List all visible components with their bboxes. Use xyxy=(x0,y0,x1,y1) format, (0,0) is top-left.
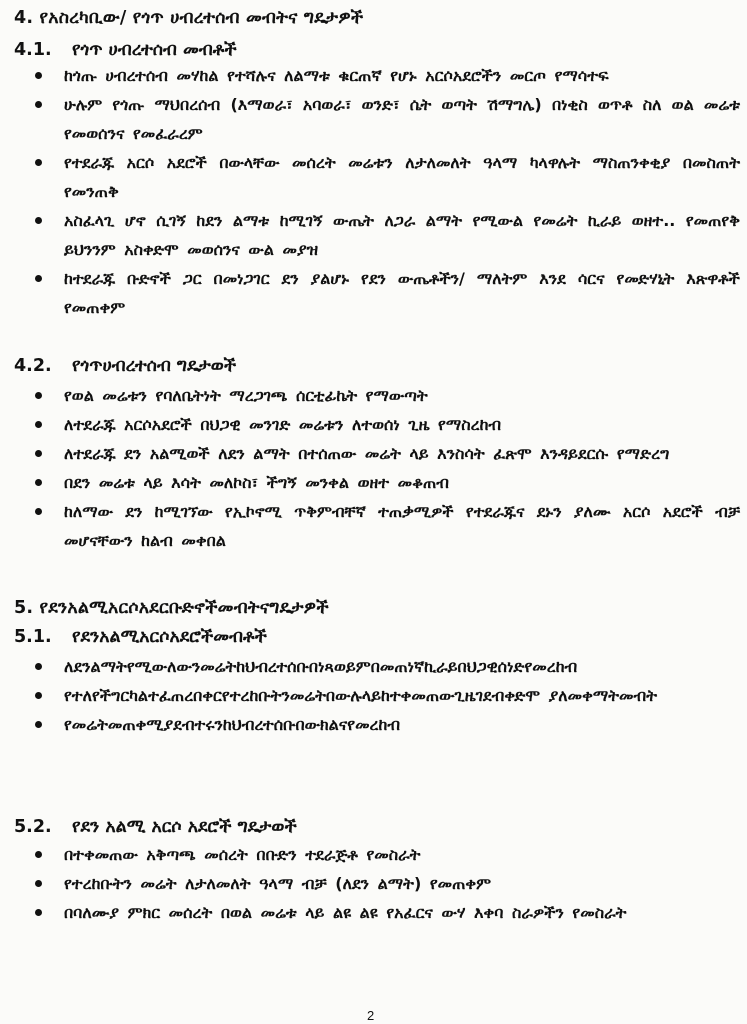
bullet-icon xyxy=(35,880,42,887)
bullet-icon xyxy=(35,692,42,699)
list-item xyxy=(28,898,740,927)
list-item-text: ለደንልማትየሚውለውንመሬትከህብረተሰቡበነጻወይምበመጠነኛኪራይበህጋዊሰነድየመረከብ xyxy=(64,657,578,676)
list-item xyxy=(28,61,740,90)
bullet-icon xyxy=(35,851,42,858)
list-item-text: ከጎጡ ሀብረተሰብ መሃከል የተሻሉና ለልማቱ ቁርጠኛ የሆኑ አርሶአደሮችን መርጦ የማሳተፍ xyxy=(64,66,609,85)
bullet-icon xyxy=(35,275,42,282)
list-item-text: ሁሉም የጎጡ ማህበረሰብ (እማወራ፣ አባወራ፣ ወንድ፣ ሴት ወጣት ሽማግሌ) በነቂስ ወጥቶ ስለ ወል መሬቱ የመወሰንና የመፈራረም xyxy=(64,95,740,143)
bullet-icon xyxy=(35,421,42,428)
bullet-icon xyxy=(35,217,42,224)
bullet-icon xyxy=(35,450,42,457)
bullet-icon xyxy=(35,909,42,916)
list-item-text: በተቀመጠው አቅጣጫ መሰረት በቡድን ተደራጅቶ የመስራት xyxy=(64,845,421,864)
bullet-icon xyxy=(35,392,42,399)
list-item-text: በደን መሬቱ ላይ እሳት መለኮስ፣ ችግኝ መንቀል ወዘተ መቆጠብ xyxy=(64,473,449,492)
list-item-text: የመሬትመጠቀሚያደብተሩንከህብረተሰቡበውክልናየመረከብ xyxy=(64,715,401,734)
list-item xyxy=(28,90,740,148)
subsection-number: 4.1. xyxy=(14,40,52,60)
list-item-text: የወል መሬቱን የባለቤትነት ማረጋገጫ ሰርቲፊኬት የማውጣት xyxy=(64,386,428,405)
list-item-text: አስፈላጊ ሆኖ ሲገኝ ከደን ልማቱ ከሚገኝ ውጤት ለጋራ ልማት የሚውል የመሬት ኪራይ ወዘተ.. የመጠየቅ ይህንንም አስቀድሞ መወሰንና ውል መያዝ xyxy=(64,211,740,259)
subsection-4-2-heading xyxy=(14,356,236,376)
list-item-text: በባለሙያ ምክር መሰረት በወል መሬቱ ላይ ልዩ ልዩ የአፈርና ውሃ እቀባ ስራዎችን የመስራት xyxy=(64,903,627,922)
section-5-heading: 5. የደንአልሚአርሶአደርቡድኖችመብትናግዴታዎች xyxy=(14,598,329,618)
list-item xyxy=(28,869,740,898)
list-item xyxy=(28,206,740,264)
list-item xyxy=(28,652,740,681)
subsection-title: የደንአልሚአርሶአደሮችመብቶች xyxy=(72,627,267,647)
bullet-icon xyxy=(35,721,42,728)
bullet-icon xyxy=(35,663,42,670)
list-item-text: ለተደራጁ አርሶአደሮች በህጋዊ መንገድ መሬቱን ለተወሰነ ጊዜ የማስረከብ xyxy=(64,415,502,434)
list-item xyxy=(28,381,740,410)
subsection-title: የጎጥ ሀብረተሰብ መብቶች xyxy=(72,40,237,60)
subsection-title: የደን አልሚ አርሶ አደሮች ግዴታወች xyxy=(72,817,297,837)
bullet-icon xyxy=(35,159,42,166)
bullet-icon xyxy=(35,72,42,79)
bullet-icon xyxy=(35,101,42,108)
list-item-text: ለተደራጁ ደን አልሚወች ለደን ልማት በተሰጠው መሬት ላይ እንስሳት ፈጽሞ እንዳይደርሱ የማድረግ xyxy=(64,444,670,463)
bullet-list-4-1 xyxy=(28,61,740,322)
section-4-heading: 4. የአስረካቢው/ የጎጥ ሀብረተሰብ መብትና ግዴታዎች xyxy=(14,8,364,28)
page-number: 2 xyxy=(367,1008,375,1023)
subsection-number: 4.2. xyxy=(14,356,52,376)
list-item xyxy=(28,497,740,555)
bullet-icon xyxy=(35,479,42,486)
list-item-text: ከለማው ደን ከሚገኘው የኢኮኖሚ ጥቅምብቸኛ ተጠቃሚዎች የተደራጁና ደኑን ያለሙ አርሶ አደሮች ብቻ መሆናቸውን ከልብ መቀበል xyxy=(64,502,740,550)
subsection-4-1-heading xyxy=(14,40,237,60)
bullet-list-5-1 xyxy=(28,652,740,739)
list-item xyxy=(28,710,740,739)
list-item xyxy=(28,439,740,468)
bullet-icon xyxy=(35,508,42,515)
list-item xyxy=(28,468,740,497)
list-item xyxy=(28,840,740,869)
list-item-text: የተረከቡትን መሬት ለታለመለት ዓላማ ብቻ (ለደን ልማት) የመጠቀም xyxy=(64,874,492,893)
subsection-number: 5.1. xyxy=(14,627,52,647)
subsection-5-2-heading xyxy=(14,817,297,837)
list-item xyxy=(28,410,740,439)
list-item-text: የተደራጁ አርሶ አደሮች በውላቸው መሰረት መሬቱን ለታለመለት ዓላማ ካላዋሉት ማስጠንቀቂያ በመስጠት የመንጠቅ xyxy=(64,153,740,201)
bullet-list-5-2 xyxy=(28,840,740,927)
list-item xyxy=(28,681,740,710)
list-item xyxy=(28,264,740,322)
list-item xyxy=(28,148,740,206)
list-item-text: የተለየችግርካልተፈጠረበቀርየተረከቡትንመሬትበውሉላይከተቀመጠውጊዜገደብቀድሞ ያለመቀማትመብት xyxy=(64,686,658,705)
list-item-text: ከተደራጁ ቡድኖች ጋር በመነጋገር ደን ያልሆኑ የደን ውጤቶችን/ ማለትም እንደ ሳርና የመድሃኒት እጽዋቶች የመጠቀም xyxy=(64,269,740,317)
subsection-number: 5.2. xyxy=(14,817,52,837)
subsection-title: የጎጥሀብረተሰብ ግዴታወች xyxy=(72,356,237,376)
subsection-5-1-heading xyxy=(14,627,267,647)
bullet-list-4-2 xyxy=(28,381,740,555)
